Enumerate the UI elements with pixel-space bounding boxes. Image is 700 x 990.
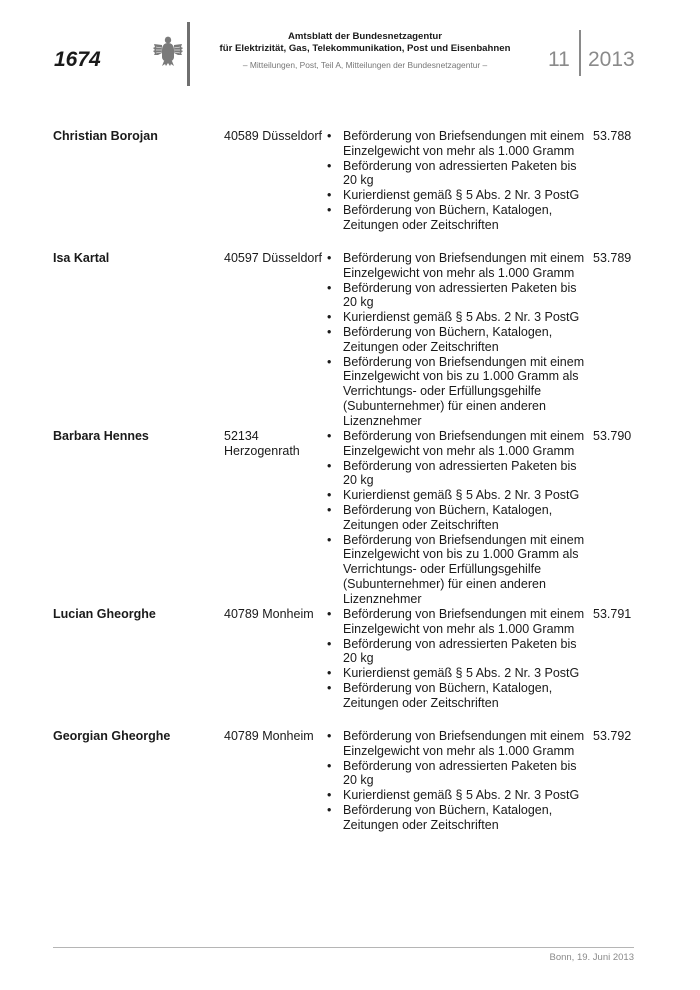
license-entry [0, 607, 700, 710]
licensee-name: Lucian Gheorghe [53, 607, 156, 621]
bullet-icon: • [327, 680, 332, 695]
bullet-icon: • [327, 729, 332, 743]
service-text: Kurierdienst gemäß § 5 Abs. 2 Nr. 3 PostG [343, 488, 580, 503]
issue-year: 2013 [588, 48, 635, 71]
service-text: Beförderung von Briefsendungen mit einem Einzelgewicht von mehr als 1.000 Gramm [343, 607, 585, 636]
header-divider [187, 22, 190, 86]
licensee-name: Barbara Hennes [53, 429, 149, 443]
bullet-icon: • [327, 758, 332, 773]
bullet-icon: • [327, 188, 332, 203]
service-item [327, 310, 587, 325]
service-item [327, 729, 587, 759]
service-text: Beförderung von Briefsendungen mit einem Einzelgewicht von bis zu 1.000 Gramm als Verrichtungs- oder Erfüllungsgehilfe (Subunternehmer) für einen anderen Lizenznehmer [343, 532, 585, 606]
service-item [327, 607, 587, 637]
license-entry [0, 729, 700, 832]
service-item [327, 281, 587, 311]
bullet-icon: • [327, 788, 332, 803]
bullet-icon: • [327, 429, 332, 443]
service-text: Beförderung von Briefsendungen mit einem Einzelgewicht von mehr als 1.000 Gramm [343, 729, 585, 758]
service-text: Beförderung von adressierten Paketen bis 20 kg [343, 280, 577, 310]
service-item [327, 488, 587, 503]
bullet-icon: • [327, 310, 332, 325]
bullet-icon: • [327, 280, 332, 295]
license-number: 53.791 [593, 607, 632, 621]
footer-divider [53, 947, 634, 948]
service-item [327, 759, 587, 789]
service-text: Kurierdienst gemäß § 5 Abs. 2 Nr. 3 PostG [343, 310, 580, 325]
issue-divider [579, 30, 581, 76]
bullet-icon: • [327, 607, 332, 621]
bullet-icon: • [327, 532, 332, 547]
bullet-icon: • [327, 666, 332, 681]
service-item [327, 325, 587, 355]
service-item [327, 129, 587, 159]
service-item [327, 188, 587, 203]
service-item [327, 159, 587, 189]
issue-number: 11 [548, 48, 570, 71]
licensee-name: Isa Kartal [53, 251, 110, 265]
service-text: Beförderung von Büchern, Katalogen, Zeitungen oder Zeitschriften [343, 324, 553, 354]
service-item [327, 459, 587, 489]
bullet-icon: • [327, 458, 332, 473]
licensee-location: 40589 Düsseldorf [224, 129, 322, 143]
license-number: 53.792 [593, 729, 632, 743]
licensee-location: 40789 Monheim [224, 729, 314, 743]
license-number: 53.790 [593, 429, 632, 443]
license-entry [0, 251, 700, 428]
bullet-icon: • [327, 129, 332, 143]
license-number: 53.788 [593, 129, 632, 143]
service-text: Kurierdienst gemäß § 5 Abs. 2 Nr. 3 PostG [343, 788, 580, 803]
service-list [327, 607, 587, 711]
service-text: Beförderung von Büchern, Katalogen, Zeitungen oder Zeitschriften [343, 202, 553, 232]
publication-title: Amtsblatt der Bundesnetzagentur [287, 31, 443, 42]
service-item [327, 203, 587, 233]
publication-header [215, 31, 515, 70]
service-text: Beförderung von adressierten Paketen bis 20 kg [343, 458, 577, 488]
service-text: Kurierdienst gemäß § 5 Abs. 2 Nr. 3 PostG [343, 666, 580, 681]
service-text: Beförderung von Büchern, Katalogen, Zeitungen oder Zeitschriften [343, 502, 553, 532]
service-list [327, 129, 587, 233]
service-text: Beförderung von Briefsendungen mit einem Einzelgewicht von mehr als 1.000 Gramm [343, 251, 585, 280]
service-text: Beförderung von Büchern, Katalogen, Zeitungen oder Zeitschriften [343, 680, 553, 710]
licensee-location: 40789 Monheim [224, 607, 314, 621]
footer-date: Bonn, 19. Juni 2013 [549, 952, 634, 963]
bullet-icon: • [327, 502, 332, 517]
bullet-icon: • [327, 202, 332, 217]
licensee-location: 40597 Düsseldorf [224, 251, 322, 265]
service-text: Beförderung von adressierten Paketen bis 20 kg [343, 636, 577, 666]
federal-eagle-icon [152, 33, 184, 67]
service-item [327, 788, 587, 803]
service-list [327, 429, 587, 607]
bullet-icon: • [327, 158, 332, 173]
service-text: Beförderung von Büchern, Katalogen, Zeitungen oder Zeitschriften [343, 802, 553, 832]
license-list [0, 129, 700, 832]
section-subtitle: – Mitteilungen, Post, Teil A, Mitteilungen der Bundesnetzagentur – [242, 60, 488, 70]
bullet-icon: • [327, 324, 332, 339]
licensee-name: Georgian Gheorghe [53, 729, 171, 743]
publication-subtitle: für Elektrizität, Gas, Telekommunikation, Post und Eisenbahnen [219, 42, 511, 54]
license-number: 53.789 [593, 251, 632, 265]
license-entry [0, 429, 700, 606]
page-number: 1674 [54, 48, 101, 71]
bullet-icon: • [327, 354, 332, 369]
service-list [327, 251, 587, 429]
licensee-location: 52134 Herzogenrath [224, 429, 300, 458]
bullet-icon: • [327, 488, 332, 503]
service-item [327, 429, 587, 459]
service-item [327, 251, 587, 281]
bullet-icon: • [327, 251, 332, 265]
service-item [327, 666, 587, 681]
service-text: Kurierdienst gemäß § 5 Abs. 2 Nr. 3 PostG [343, 188, 580, 203]
service-text: Beförderung von adressierten Paketen bis 20 kg [343, 158, 577, 188]
service-text: Beförderung von Briefsendungen mit einem Einzelgewicht von bis zu 1.000 Gramm als Verrichtungs- oder Erfüllungsgehilfe (Subunternehmer) für einen anderen Lizenznehmer [343, 354, 585, 428]
service-list [327, 729, 587, 833]
service-item [327, 355, 587, 429]
service-item [327, 681, 587, 711]
service-item [327, 803, 587, 833]
license-entry [0, 129, 700, 232]
service-item [327, 533, 587, 607]
service-text: Beförderung von Briefsendungen mit einem Einzelgewicht von mehr als 1.000 Gramm [343, 429, 585, 458]
service-item [327, 637, 587, 667]
bullet-icon: • [327, 802, 332, 817]
service-item [327, 503, 587, 533]
bullet-icon: • [327, 636, 332, 651]
service-text: Beförderung von adressierten Paketen bis 20 kg [343, 758, 577, 788]
licensee-name: Christian Borojan [53, 129, 158, 143]
service-text: Beförderung von Briefsendungen mit einem Einzelgewicht von mehr als 1.000 Gramm [343, 129, 585, 158]
